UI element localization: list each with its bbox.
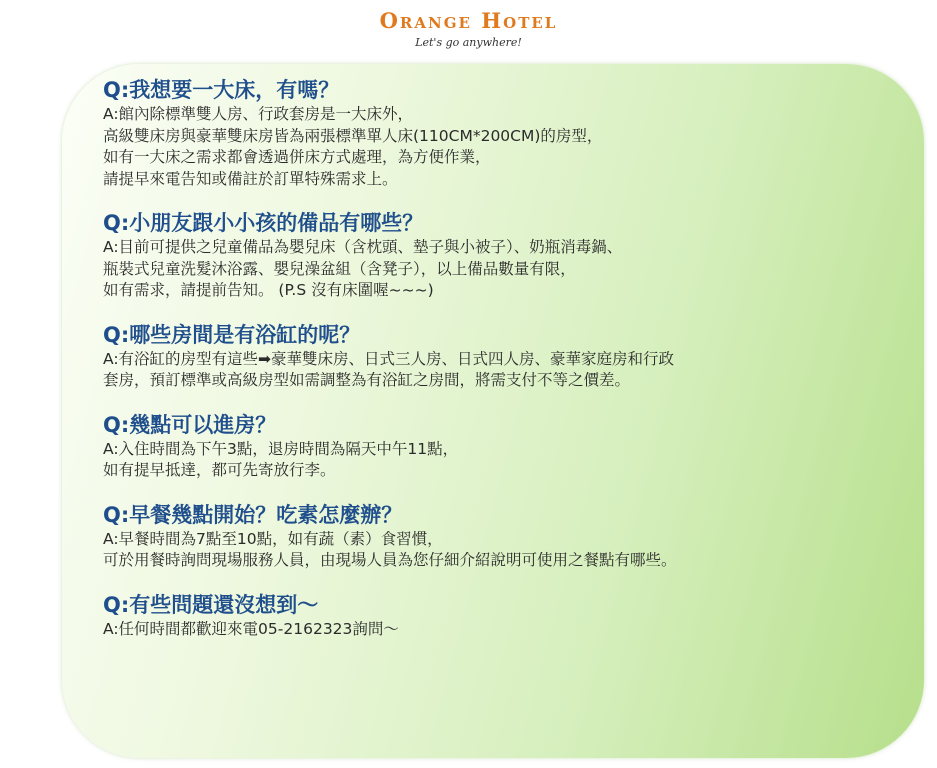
faq-answer-line: A:任何時間都歡迎來電05-2162323詢問～: [103, 619, 399, 638]
faq-answer-line: 高級雙床房與豪華雙床房皆為兩張標準單人床(110CM*200CM)的房型，: [103, 126, 603, 145]
faq-question: Q:有些問題還沒想到～: [103, 592, 319, 617]
faq-answer-line: A:早餐時間為7點至10點，如有蔬（素）食習慣，: [103, 529, 443, 548]
faq-answer-line: 如有一大床之需求都會透過併床方式處理，為方便作業，: [103, 148, 491, 166]
brand-logo: Orange Hotel: [379, 8, 558, 33]
faq-item-other-questions: [103, 591, 923, 641]
faq-answer-line: A:入住時間為下午3點，退房時間為隔天中午11點，: [103, 439, 459, 458]
faq-item-check-in: [103, 411, 923, 482]
faq-question: Q:幾點可以進房？: [103, 412, 277, 437]
faq-question: Q:小朋友跟小小孩的備品有哪些？: [103, 211, 424, 235]
faq-question: Q:哪些房間是有浴缸的呢？: [103, 322, 361, 347]
faq-answer-line: 可於用餐時詢問現場服務人員，由現場人員為您仔細介紹說明可使用之餐點有哪些。: [103, 551, 677, 569]
faq-question: Q:我想要一大床，有嗎？: [103, 78, 340, 102]
faq-item-bathtub: [103, 321, 923, 392]
faq-answer-line: A:目前可提供之兒童備品為嬰兒床（含枕頭、墊子與小被子）、奶瓶消毒鍋、: [103, 238, 623, 256]
faq-item-kids-amenities: [103, 209, 923, 302]
faq-answer-line: 套房，預訂標準或高級房型如需調整為有浴缸之房間，將需支付不等之價差。: [103, 371, 631, 389]
brand-header: [0, 8, 937, 50]
faq-answer-line: 如有需求，請提前告知。 (P.S 沒有床圍喔~~~): [103, 281, 434, 299]
faq-item-double-bed: [103, 76, 923, 190]
brand-tagline: Let's go anywhere!: [415, 36, 522, 49]
faq-item-breakfast: [103, 501, 923, 572]
faq-question: Q:早餐幾點開始？吃素怎麼辦？: [103, 502, 403, 527]
faq-answer-line: A:有浴缸的房型有這些➡豪華雙床房、日式三人房、日式四人房、豪華家庭房和行政: [103, 349, 675, 368]
faq-answer-line: A:館內除標準雙人房、行政套房是一大床外，: [103, 105, 414, 123]
faq-answer-line: 如有提早抵達，都可先寄放行李。: [103, 461, 336, 479]
faq-answer-line: 請提早來電告知或備註於訂單特殊需求上。: [103, 169, 398, 188]
faq-answer-line: 瓶裝式兒童洗髮沐浴露、嬰兒澡盆組（含凳子），以上備品數量有限，: [103, 259, 576, 278]
faq-list: [103, 76, 923, 659]
